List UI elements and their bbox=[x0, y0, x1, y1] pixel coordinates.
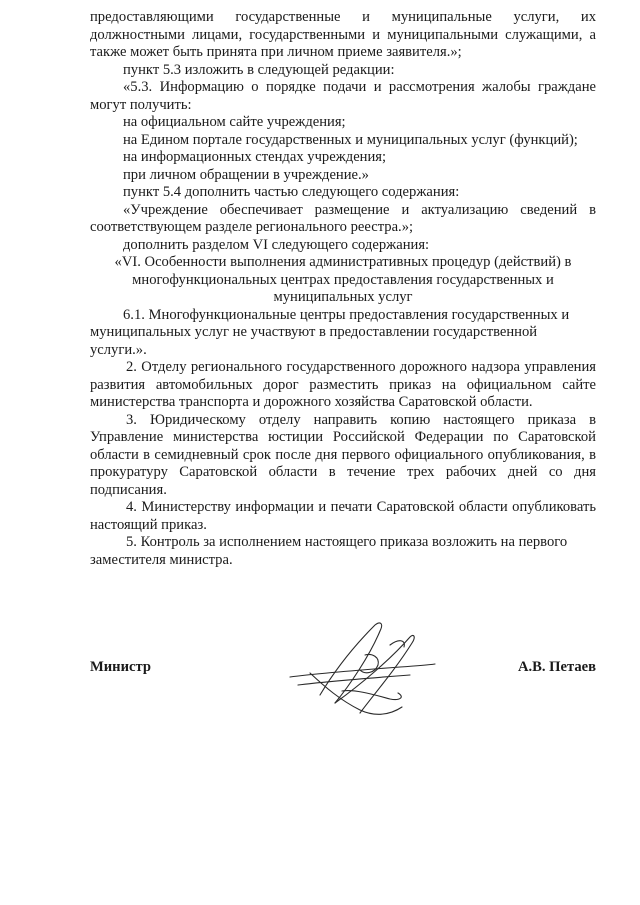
paragraph-site: на официальном сайте учреждения; bbox=[123, 114, 346, 130]
signature-block bbox=[90, 656, 596, 696]
paragraph-amend-5-4: пункт 5.4 дополнить частью следующего содержания: bbox=[123, 184, 460, 200]
section-6-heading: «VI. Особенности выполнения административных процедур (действий) в многофункциональных центрах предоставления государственных и муниципальных услуг bbox=[114, 254, 572, 305]
paragraph-add-section-6: дополнить разделом VI следующего содержания: bbox=[123, 236, 430, 253]
signatory-name: А.В. Петаев bbox=[517, 659, 596, 675]
paragraph-continuation-1: предоставляющими государственные и муниципальные услуги, их bbox=[90, 9, 596, 25]
paragraph-5-3-text: «5.3. Информацию о порядке подачи и рассмотрения жалобы граждане могут получить: bbox=[90, 79, 596, 113]
paragraph-stands: на информационных стендах учреждения; bbox=[123, 149, 387, 165]
paragraph-item-3: 3. Юридическому отделу направить копию настоящего приказа в Управление министерства юстиции Российской Федерации по Саратовской области в семидневный срок после дня первого официального опубликования, в прокуратуру Саратовской области в течение трех рабочих дней со дня подписания. bbox=[90, 411, 596, 498]
paragraph-amend-5-3: пункт 5.3 изложить в следующей редакции: bbox=[123, 61, 395, 78]
paragraph-item-4: 4. Министерству информации и печати Саратовской области опубликовать настоящий приказ. bbox=[90, 499, 596, 533]
paragraph-5-4-text: «Учреждение обеспечивает размещение и актуализацию сведений в соответствующем разделе регионального реестра.»; bbox=[90, 201, 596, 235]
paragraph-continuation-2: должностными лицами, государственными и муниципальными служащими, а также может быть принята при личном приеме заявителя.»; bbox=[90, 26, 596, 60]
paragraph-item-2: 2. Отделу регионального государственного дорожного надзора управления развития автомобильных дорог разместить приказ на официальном сайте министерства транспорта и дорожного хозяйства Саратовской области. bbox=[90, 359, 596, 410]
paragraph-6-1: 6.1. Многофункциональные центры предоставления государственных и муниципальных услуг не участвуют в предоставлении государственной услуги.». bbox=[90, 306, 570, 358]
signatory-title: Министр bbox=[90, 659, 151, 675]
paragraph-item-5: 5. Контроль за исполнением настоящего приказа возложить на первого заместителя министра. bbox=[90, 534, 568, 568]
document-body bbox=[90, 9, 596, 569]
paragraph-portal: на Едином портале государственных и муниципальных услуг (функций); bbox=[123, 131, 578, 148]
paragraph-personal: при личном обращении в учреждение.» bbox=[123, 166, 369, 183]
